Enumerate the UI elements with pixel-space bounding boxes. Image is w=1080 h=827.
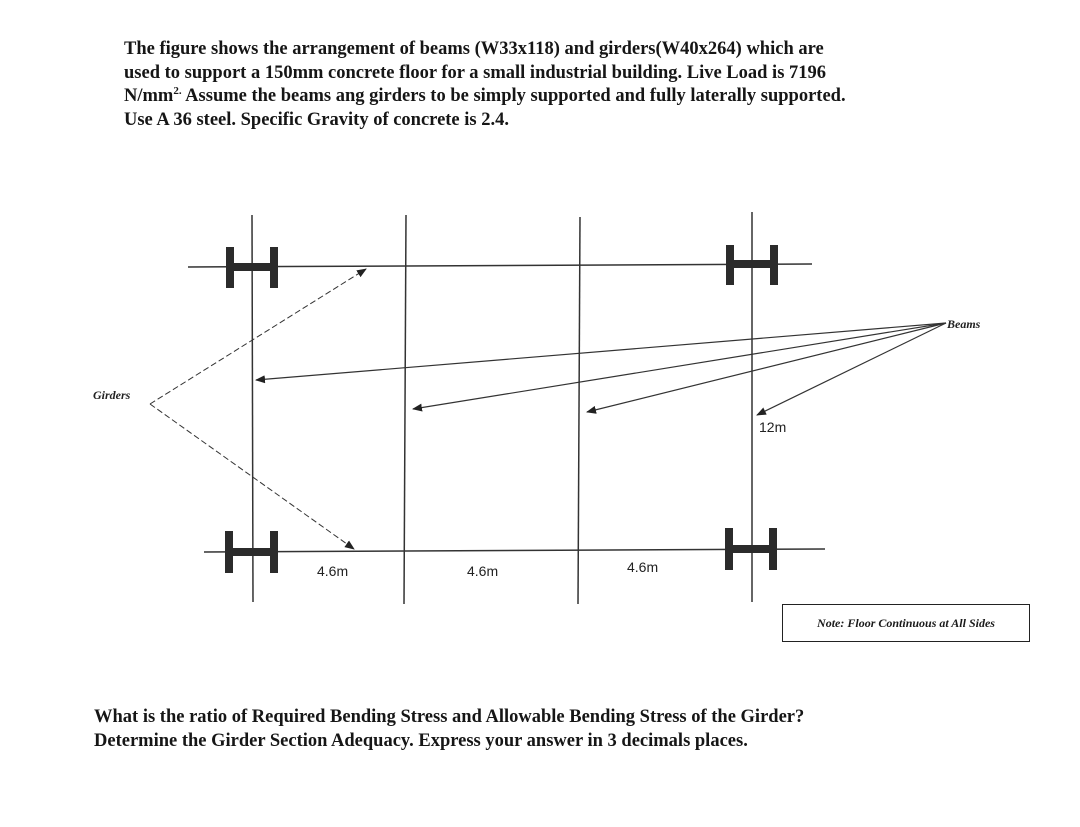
bay-label-3: 4.6m [627,559,659,575]
problem-line-3-post: Assume the beams ang girders to be simply supported and fully laterally supported. [181,86,846,106]
note-box [782,604,1030,642]
beam-leader-2 [413,323,946,409]
note-text: Note: Floor Continuous at All Sides [817,615,995,630]
problem-line-1: The figure shows the arrangement of beams (W33x118) and girders(W40x264) which are [124,39,824,59]
problem-line-3-pre: N/mm [124,86,174,106]
beam-leader-3 [587,323,946,412]
beam-line-2 [404,215,406,604]
column-section-bottom-right [725,528,777,570]
bay-label-1: 4.6m [317,563,349,579]
question-statement [94,705,994,753]
girder-leader-top [150,269,366,404]
question-line-1: What is the ratio of Required Bending Stress and Allowable Bending Stress of the Girder? [94,707,805,727]
problem-line-4: Use A 36 steel. Specific Gravity of concrete is 2.4. [124,109,509,130]
beam-leader-1 [256,323,946,380]
column-section-bottom-left [225,531,278,573]
beams-label: Beams [947,317,981,331]
span-label-12m: 12m [759,419,787,435]
problem-line-2: used to support a 150mm concrete floor for a small industrial building. Live Load is 7196 [124,62,827,83]
problem-line-3-sup: 2. [173,84,182,97]
question-line-2: Determine the Girder Section Adequacy. Express your answer in 3 decimals places. [94,731,748,751]
bay-label-2: 4.6m [467,563,499,579]
beam-line-1 [252,215,253,602]
beam-line-3 [578,217,580,604]
girders-label: Girders [93,388,131,402]
girder-top-line [188,264,812,267]
